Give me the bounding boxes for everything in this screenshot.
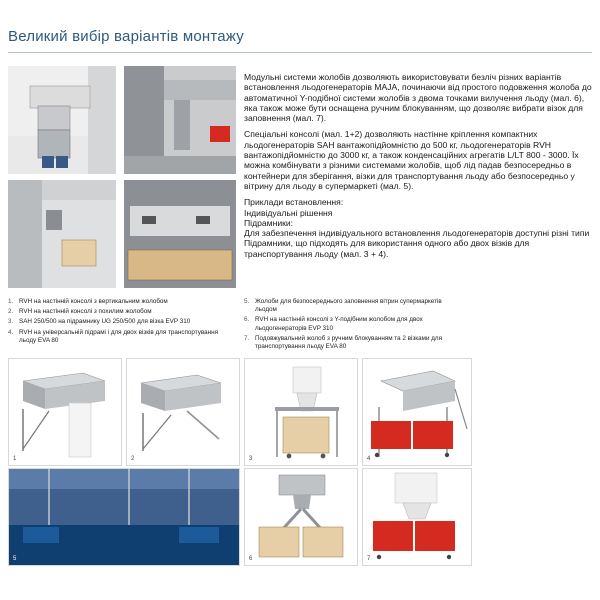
figure-number: 4 <box>367 456 371 462</box>
captions-right <box>244 298 464 353</box>
figure-6-y-chute-tan-carts <box>244 468 358 566</box>
photo-supermarket-display-chutes <box>124 180 236 288</box>
figure-5-supermarket-photo <box>8 468 240 566</box>
figure-7-manual-lock-red-carts <box>362 468 472 566</box>
photo-ice-machine-room <box>8 66 116 174</box>
examples-title: Приклади встановлення: <box>244 197 344 208</box>
figure-number: 5 <box>13 556 17 562</box>
figure-2-inclined-chute <box>126 358 240 466</box>
caption-item: 7. Подовжувальний жолоб з ручним блокуванням та 2 візками для транспортування льоду EVA 80 <box>244 334 442 351</box>
caption-item: 1. RVH на настінній консолі з вертикальним жолобом <box>8 298 168 305</box>
figure-number: 3 <box>249 456 253 462</box>
photo-ice-chute-tan-cart <box>8 180 116 288</box>
intro-text <box>244 72 592 259</box>
figure-3-sah-subframe <box>244 358 358 466</box>
caption-item: 2. RVH на настінній консолі з похилим жолобом <box>8 308 152 316</box>
figure-number: 7 <box>367 556 371 562</box>
captions-left <box>8 298 236 347</box>
figure-4-rvh-two-red-carts <box>362 358 472 466</box>
caption-item: 3. SAH 250/500 на підрамнику UG 250/500 для візка EVP 310 <box>8 318 191 326</box>
figure-1-vertical-chute <box>8 358 122 466</box>
caption-item: 4. RVH на універсальній підрамі і для двох візків для транспортування льоду EVA 80 <box>8 328 219 344</box>
figure-number: 1 <box>13 456 17 462</box>
page-title: Великий вибір варіантів монтажу <box>8 28 244 45</box>
example-4: Підрамники, що підходять для використання одного або двох візків для транспортування льоду (мал. 3 + 4). <box>244 238 530 259</box>
example-1: Індивідуальні рішення <box>244 207 333 218</box>
example-2: Підрамники: <box>244 217 294 228</box>
figure-number: 6 <box>249 556 253 562</box>
example-3: Для забезпечення індивідуального встановлення льодогенераторів доступні різні типи <box>244 228 590 239</box>
figure-number: 2 <box>131 456 135 462</box>
title-divider <box>8 52 592 53</box>
intro-paragraph-2: Спеціальні консолі (мал. 1+2) дозволяють настінне кріплення компактних льодогенераторів SAH вантажопідйомністю до 500 кг, льодогенераторів RVH вантажопідйомністю до 3000 кг, а також конденсаційних агрегатів L/LT 800 - 3000. Їх можна комбінувати з різними системами жолобів, щоб лід падав безпосередньо в контейнери для зберігання, візки для транспортування льоду або безпосередньо у вітрину для льоду в супермаркеті (мал. 5). <box>244 129 579 191</box>
caption-item: 5. Жолоби для безпосереднього заповнення вітрин супермаркетів льодом <box>244 298 442 314</box>
photo-wall-mount-red-cart <box>124 66 236 174</box>
caption-item: 6. RVH на настінній консолі з Y-подібним жолобом для двох льодогенераторів EVP 310 <box>244 316 423 332</box>
intro-paragraph-1: Модульні системи жолобів дозволяють використовувати безліч різних варіантів встановлення льодогенераторів MAJA, починаючи від простого подовження жолоба до автоматичної Y-подібної системи жолобів з двома точками вилучення льоду (мал. 6), яка також може бути оснащена ручним блокуванням, що дозволяє вибрати візок для заповнення (мал. 7). <box>244 72 592 124</box>
